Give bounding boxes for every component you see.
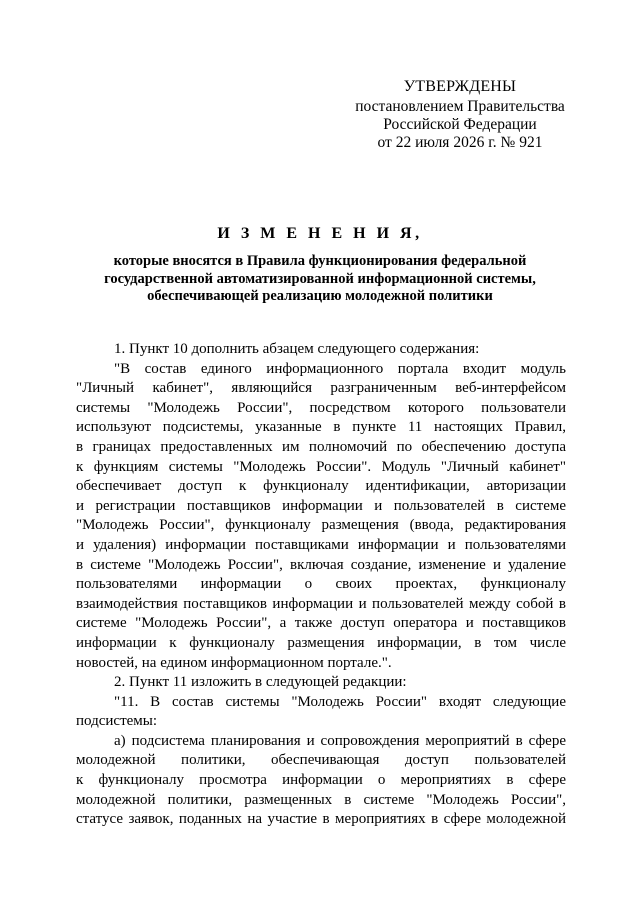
body-line: а) подсистема планирования и сопровождения мероприятий в сфере xyxy=(114,732,566,749)
heading-subtitle-line: государственной автоматизированной информационной системы, xyxy=(104,270,536,287)
body-line: молодежной политики, обеспечивающая доступ пользователей xyxy=(76,752,566,769)
document-heading xyxy=(60,225,580,306)
body-line: пользователями информации о своих проектах, функционалу xyxy=(76,576,566,593)
body-line: к функциям системы "Молодежь России". Модуль "Личный кабинет" xyxy=(76,458,566,475)
body-line: "Личный кабинет", являющийся разграниченным веб-интерфейсом xyxy=(76,380,566,397)
body-line: "В состав единого информационного портала входит модуль xyxy=(114,360,566,377)
body-line: "Молодежь России", функционалу размещения (ввода, редактирования xyxy=(76,517,566,534)
heading-title: И З М Е Н Е Н И Я, xyxy=(217,225,423,242)
body-line: "11. В состав системы "Молодежь России" входят следующие xyxy=(114,693,566,710)
body-line: и удаления) информации поставщиками информации и пользователями xyxy=(76,536,566,553)
body-line: 1. Пункт 10 дополнить абзацем следующего содержания: xyxy=(114,341,480,357)
body-line: новостей, на едином информационном портале.". xyxy=(76,654,392,671)
approval-line: постановлением Правительства xyxy=(355,98,565,115)
approval-stamp xyxy=(330,78,590,152)
approval-title: УТВЕРЖДЕНЫ xyxy=(403,78,517,95)
approval-date: от 22 июля 2026 г. № 921 xyxy=(377,134,543,151)
body-line: системы "Молодежь России", посредством которого пользователи xyxy=(76,399,566,416)
body-line: информации к функционалу размещения информации, в том числе xyxy=(76,634,566,651)
body-line: и регистрации поставщиков информации и пользователей в системе xyxy=(76,497,566,514)
body-line: к функционалу просмотра информации о мероприятиях в сфере xyxy=(76,772,566,789)
body-line: молодежной политики, размещенных в системе "Молодежь России", xyxy=(76,791,566,808)
heading-subtitle-line: обеспечивающей реализацию молодежной политики xyxy=(147,288,493,304)
approval-line: Российской Федерации xyxy=(383,116,537,133)
body-line: обеспечивает доступ к функционалу идентификации, авторизации xyxy=(76,478,566,495)
heading-subtitle xyxy=(60,253,580,306)
body-line: используют подсистемы, указанные в пункте 11 настоящих Правил, xyxy=(76,419,566,436)
heading-subtitle-line: которые вносятся в Правила функционирования федеральной xyxy=(113,253,527,269)
body-line: системе "Молодежь России", а также доступ оператора и поставщиков xyxy=(76,615,566,632)
body-line: в границах предоставленных им полномочий по обеспечению доступа xyxy=(76,438,566,455)
body-line: взаимодействия поставщиков информации и пользователей между собой в xyxy=(76,595,566,612)
body-line: 2. Пункт 11 изложить в следующей редакции: xyxy=(114,674,407,691)
body-line: в системе "Молодежь России", включая создание, изменение и удаление xyxy=(76,556,566,573)
body-line: статусе заявок, поданных на участие в мероприятиях в сфере молодежной xyxy=(76,811,566,828)
document-body xyxy=(76,340,566,830)
body-line: подсистемы: xyxy=(76,713,158,730)
